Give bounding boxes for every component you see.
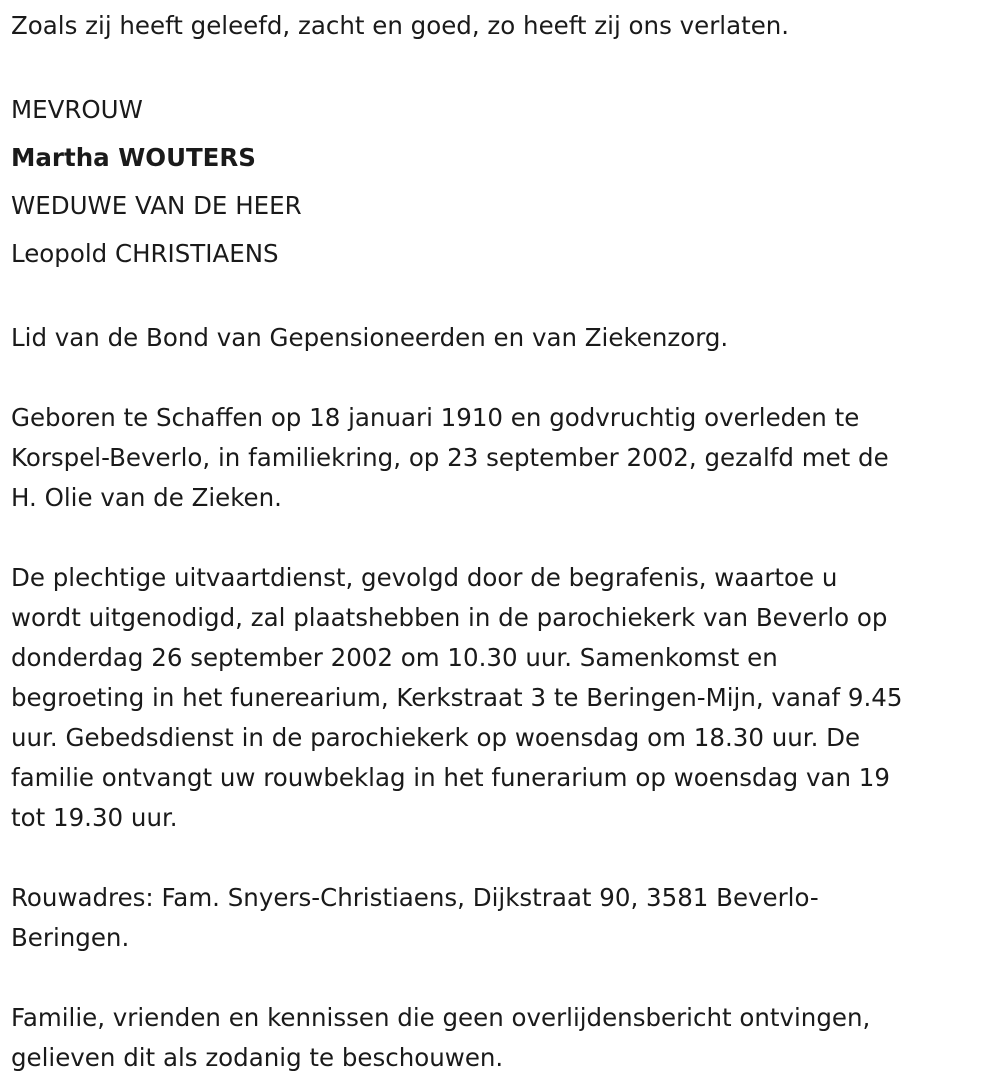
- obituary-notice: [11, 6, 991, 1078]
- closing-paragraph: [11, 998, 991, 1078]
- paragraph-line: Rouwadres: Fam. Snyers-Christiaens, Dijkstraat 90, 3581 Beverlo-: [11, 883, 819, 912]
- spacer: [11, 518, 991, 558]
- membership-line: Lid van de Bond van Gepensioneerden en van Ziekenzorg.: [11, 323, 729, 352]
- widow-line: WEDUWE VAN DE HEER: [11, 191, 302, 220]
- title-mevrouw: MEVROUW: [11, 95, 143, 124]
- paragraph-line: begroeting in het funerearium, Kerkstraat 3 te Beringen-Mijn, vanaf 9.45: [11, 683, 903, 712]
- deceased-block: [11, 86, 991, 278]
- funeral-paragraph: [11, 558, 991, 838]
- paragraph-line: wordt uitgenodigd, zal plaatshebben in de parochiekerk van Beverlo op: [11, 603, 888, 632]
- spacer: [11, 958, 991, 998]
- paragraph-line: tot 19.30 uur.: [11, 803, 178, 832]
- paragraph-line: Korspel-Beverlo, in familiekring, op 23 september 2002, gezalfd met de: [11, 443, 889, 472]
- spacer: [11, 838, 991, 878]
- paragraph-line: Beringen.: [11, 923, 130, 952]
- paragraph-line: Familie, vrienden en kennissen die geen overlijdensbericht ontvingen,: [11, 1003, 871, 1032]
- spacer: [11, 278, 991, 318]
- birth-death-paragraph: [11, 398, 991, 518]
- spacer: [11, 358, 991, 398]
- spouse-name: Leopold CHRISTIAENS: [11, 239, 279, 268]
- paragraph-line: familie ontvangt uw rouwbeklag in het funerarium op woensdag van 19: [11, 763, 890, 792]
- paragraph-line: uur. Gebedsdienst in de parochiekerk op woensdag om 18.30 uur. De: [11, 723, 861, 752]
- paragraph-line: gelieven dit als zodanig te beschouwen.: [11, 1043, 504, 1072]
- motto-line: Zoals zij heeft geleefd, zacht en goed, zo heeft zij ons verlaten.: [11, 11, 790, 40]
- mourning-address-paragraph: [11, 878, 991, 958]
- paragraph-line: De plechtige uitvaartdienst, gevolgd door de begrafenis, waartoe u: [11, 563, 838, 592]
- paragraph-line: donderdag 26 september 2002 om 10.30 uur. Samenkomst en: [11, 643, 778, 672]
- paragraph-line: H. Olie van de Zieken.: [11, 483, 282, 512]
- deceased-name: Martha WOUTERS: [11, 143, 256, 172]
- spacer: [11, 46, 991, 86]
- paragraph-line: Geboren te Schaffen op 18 januari 1910 en godvruchtig overleden te: [11, 403, 860, 432]
